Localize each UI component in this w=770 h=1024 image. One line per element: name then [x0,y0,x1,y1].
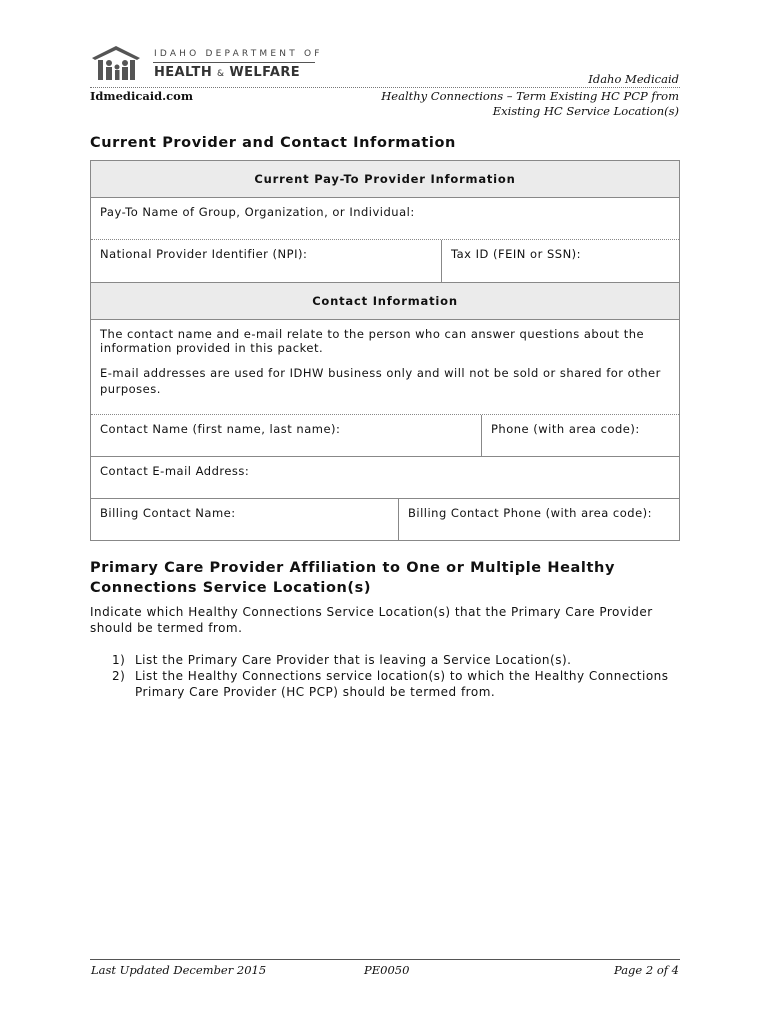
pay-to-heading: Current Pay-To Provider Information [91,161,679,198]
form-title [381,89,679,119]
footer-updated: Last Updated December 2015 [91,963,267,977]
billing-name-field[interactable] [91,499,398,540]
pay-to-name-field[interactable] [91,198,679,240]
list-item [112,652,680,668]
contact-name-label: Contact Name (first name, last name): [100,422,341,436]
billing-phone-field[interactable] [398,499,679,540]
instruction-list [112,652,680,700]
contact-name-phone-row [91,415,679,457]
list-text: List the Primary Care Provider that is leaving a Service Location(s). [135,653,572,667]
agency-ampersand: & [217,69,225,79]
npi-field[interactable] [91,240,441,282]
agency-name-small: IDAHO DEPARTMENT OF [154,49,323,59]
website-link[interactable]: Idmedicaid.com [90,89,194,103]
contact-notes [91,320,679,415]
section2-intro: Indicate which Healthy Connections Service Location(s) that the Primary Care Provider should be termed from. [90,605,653,635]
contact-note-2: E-mail addresses are used for IDHW business only and will not be sold or shared for other purposes. [100,366,661,396]
contact-heading: Contact Information [91,283,679,320]
program-name: Idaho Medicaid [588,72,679,86]
contact-note-1: The contact name and e-mail relate to the person who can answer questions about the information provided in this packet. [100,327,645,355]
footer-page-number: Page 2 of 4 [613,963,679,977]
agency-main-part1: HEALTH [154,65,213,80]
footer-divider [90,959,680,960]
contact-phone-field[interactable] [481,415,679,456]
provider-contact-form [90,160,680,541]
agency-main-part2: WELFARE [229,65,301,80]
list-number: 1) [112,653,126,667]
section-title-pcp-affiliation [90,558,615,598]
npi-tax-row [91,240,679,283]
agency-logo-icon [90,44,142,84]
section-title-current-provider: Current Provider and Contact Information [90,135,456,151]
list-text: List the Healthy Connections service location(s) to which the Healthy Connections Primary Care Provider (HC PCP) should be termed from. [135,669,669,699]
logo-divider [153,62,315,63]
list-item [112,668,680,700]
section2-title-line2: Connections Service Location(s) [90,580,372,596]
tax-id-label: Tax ID (FEIN or SSN): [451,247,582,261]
contact-email-field[interactable] [91,457,679,499]
footer-form-number: PE0050 [364,963,410,977]
npi-label: National Provider Identifier (NPI): [100,247,308,261]
billing-name-label: Billing Contact Name: [100,506,236,520]
contact-email-label: Contact E-mail Address: [100,464,250,478]
agency-name-main [154,65,300,80]
pay-to-name-label: Pay-To Name of Group, Organization, or Individual: [100,205,415,219]
contact-name-field[interactable] [91,415,481,456]
form-title-line2: Existing HC Service Location(s) [492,104,679,118]
section2-title-line1: Primary Care Provider Affiliation to One or Multiple Healthy [90,560,616,576]
billing-contact-row [91,499,679,541]
header-divider [90,87,680,88]
tax-id-field[interactable] [441,240,679,282]
form-title-line1: Healthy Connections – Term Existing HC PCP from [381,89,679,103]
contact-phone-label: Phone (with area code): [491,422,640,436]
billing-phone-label: Billing Contact Phone (with area code): [408,506,653,520]
list-number: 2) [112,669,126,683]
